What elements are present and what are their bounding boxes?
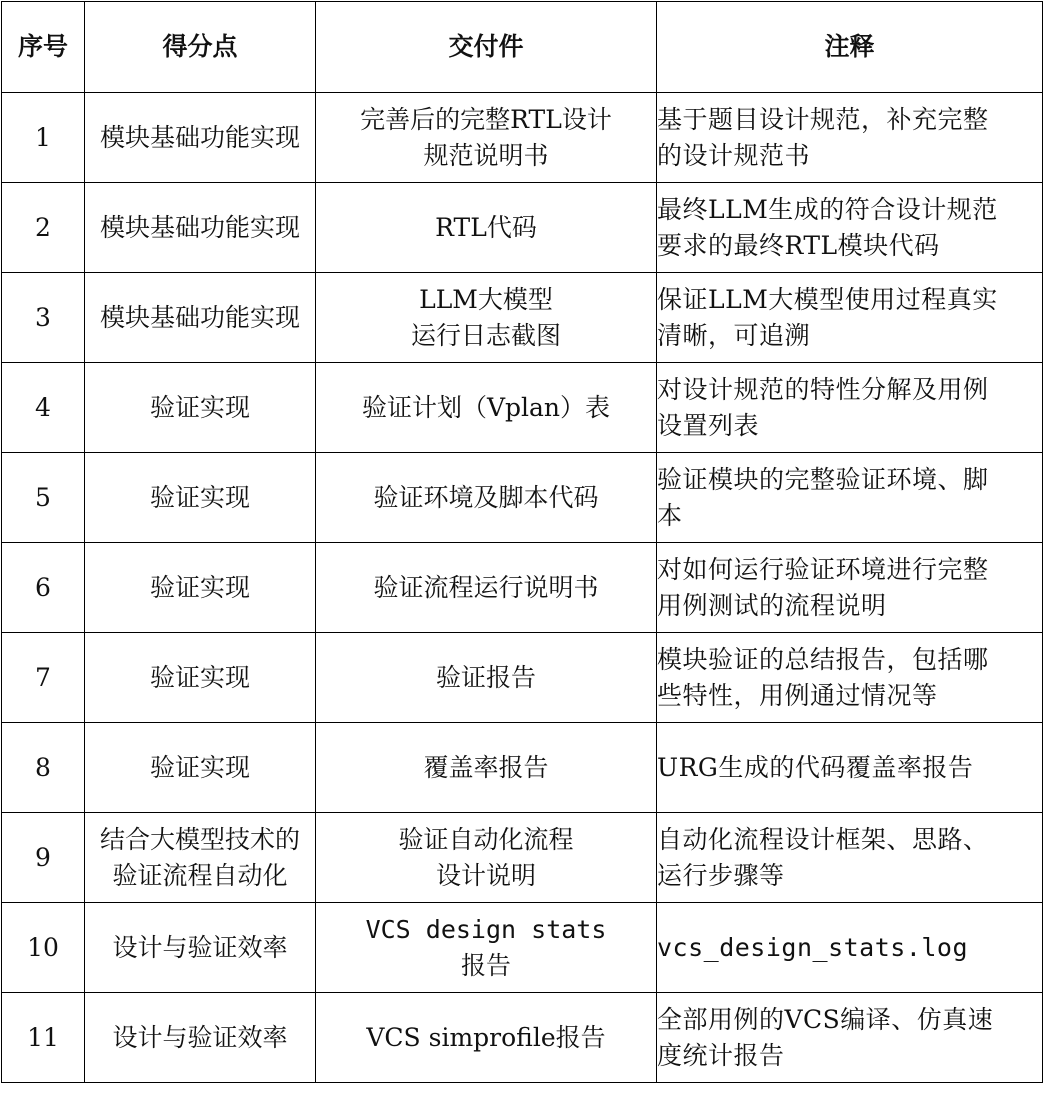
row-num: 5 (2, 453, 85, 543)
row-note: 验证模块的完整验证环境、脚 本 (657, 453, 1043, 543)
row-note: vcs_design_stats.log (657, 903, 1043, 993)
row-deliverable: VCS design stats 报告 (316, 903, 657, 993)
header-deliverable: 交付件 (316, 2, 657, 93)
row-score: 验证实现 (85, 723, 316, 813)
row-num: 4 (2, 363, 85, 453)
row-num: 7 (2, 633, 85, 723)
row-note: URG生成的代码覆盖率报告 (657, 723, 1043, 813)
row-note: 自动化流程设计框架、思路、 运行步骤等 (657, 813, 1043, 903)
row-score: 验证实现 (85, 633, 316, 723)
row-deliverable: 验证计划（Vplan）表 (316, 363, 657, 453)
row-num: 1 (2, 93, 85, 183)
row-score: 验证实现 (85, 453, 316, 543)
row-score: 模块基础功能实现 (85, 93, 316, 183)
row-score: 设计与验证效率 (85, 903, 316, 993)
header-note: 注释 (657, 2, 1043, 93)
table-row (2, 363, 1043, 453)
table-row (2, 183, 1043, 273)
row-deliverable: 验证流程运行说明书 (316, 543, 657, 633)
row-note: 对如何运行验证环境进行完整 用例测试的流程说明 (657, 543, 1043, 633)
row-note: 对设计规范的特性分解及用例 设置列表 (657, 363, 1043, 453)
table-row (2, 993, 1043, 1083)
row-note: 全部用例的VCS编译、仿真速 度统计报告 (657, 993, 1043, 1083)
header-num: 序号 (2, 2, 85, 93)
row-num: 8 (2, 723, 85, 813)
row-score: 验证实现 (85, 543, 316, 633)
row-note: 模块验证的总结报告，包括哪 些特性，用例通过情况等 (657, 633, 1043, 723)
row-score: 设计与验证效率 (85, 993, 316, 1083)
row-deliverable: 验证自动化流程 设计说明 (316, 813, 657, 903)
table-row (2, 723, 1043, 813)
table-row (2, 453, 1043, 543)
row-note: 最终LLM生成的符合设计规范 要求的最终RTL模块代码 (657, 183, 1043, 273)
row-deliverable: VCS simprofile报告 (316, 993, 657, 1083)
table-row (2, 633, 1043, 723)
row-deliverable: 验证环境及脚本代码 (316, 453, 657, 543)
row-note: 基于题目设计规范，补充完整 的设计规范书 (657, 93, 1043, 183)
row-deliverable: RTL代码 (316, 183, 657, 273)
table-header-row (2, 2, 1043, 93)
row-num: 9 (2, 813, 85, 903)
row-num: 2 (2, 183, 85, 273)
row-score: 模块基础功能实现 (85, 273, 316, 363)
row-num: 6 (2, 543, 85, 633)
row-deliverable: 验证报告 (316, 633, 657, 723)
table-row (2, 93, 1043, 183)
row-num: 3 (2, 273, 85, 363)
row-deliverable: 完善后的完整RTL设计 规范说明书 (316, 93, 657, 183)
table-row (2, 273, 1043, 363)
table-row (2, 543, 1043, 633)
row-num: 11 (2, 993, 85, 1083)
row-score: 结合大模型技术的 验证流程自动化 (85, 813, 316, 903)
row-num: 10 (2, 903, 85, 993)
deliverables-table (1, 1, 1043, 1083)
table-row (2, 903, 1043, 993)
row-deliverable: LLM大模型 运行日志截图 (316, 273, 657, 363)
row-note: 保证LLM大模型使用过程真实 清晰，可追溯 (657, 273, 1043, 363)
row-deliverable: 覆盖率报告 (316, 723, 657, 813)
table-row (2, 813, 1043, 903)
header-score: 得分点 (85, 2, 316, 93)
row-score: 验证实现 (85, 363, 316, 453)
row-score: 模块基础功能实现 (85, 183, 316, 273)
